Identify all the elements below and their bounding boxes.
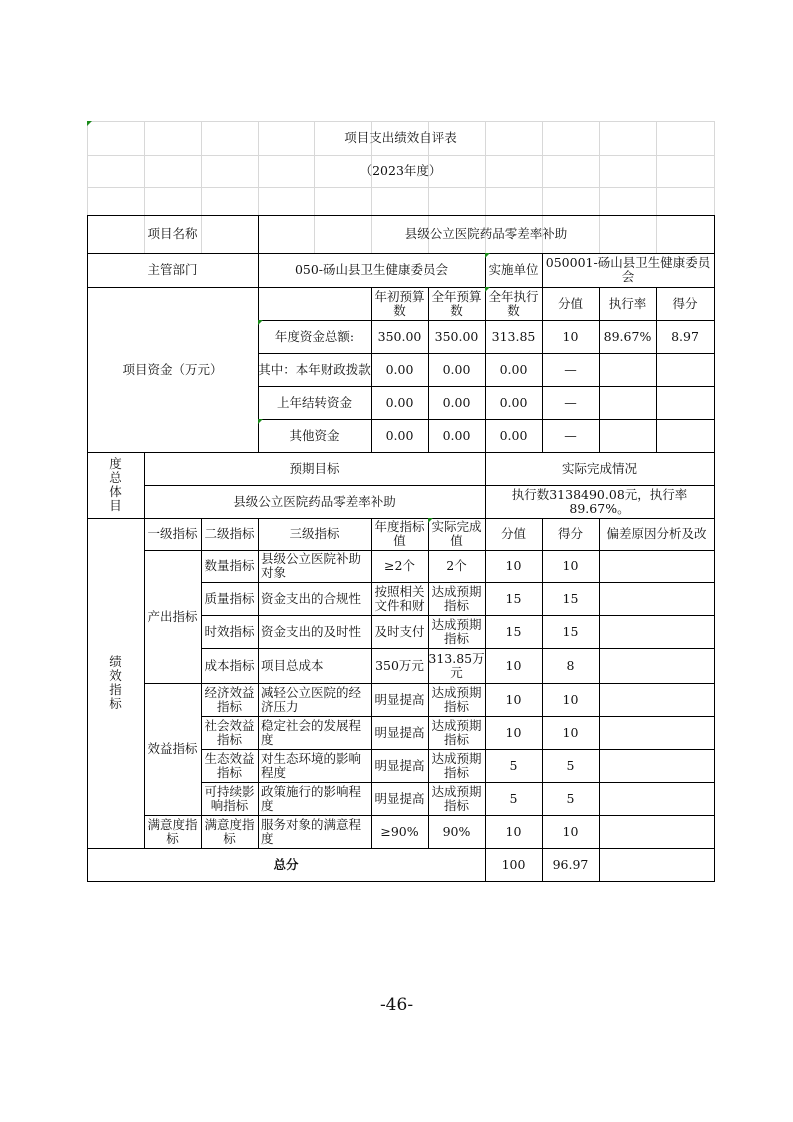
grid-line	[201, 518, 202, 849]
perf-score: 15	[505, 623, 522, 639]
perf-deviation	[599, 749, 714, 782]
total-label: 总分	[273, 856, 299, 872]
actual-result: 执行数3138490.08元，执行率89.67%。	[511, 486, 688, 516]
total-score: 100	[501, 856, 526, 872]
perf-got: 10	[562, 823, 579, 839]
funds-row-label: 其他资金	[289, 427, 340, 443]
perf-deviation	[599, 615, 714, 648]
perf-header: 年度指标值	[374, 519, 425, 548]
grid-line	[87, 253, 715, 254]
grid-line	[258, 253, 259, 288]
grid-line	[87, 287, 715, 288]
perf-target: ≥2个	[384, 558, 415, 573]
funds-row-label: 上年结转资金	[276, 394, 352, 410]
perf-level2: 社会效益指标	[204, 717, 255, 747]
perf-actual: 90%	[442, 823, 471, 839]
perf-score: 5	[509, 790, 518, 806]
expected-goal: 县级公立医院药品零差率补助	[233, 493, 396, 509]
comment-marker-icon	[485, 253, 490, 258]
grid-line	[371, 518, 372, 849]
funds-rate	[599, 353, 656, 386]
comment-marker-icon	[428, 518, 433, 523]
perf-level2: 经济效益指标	[204, 684, 255, 714]
funds-label: 项目资金（万元）	[122, 361, 223, 377]
goal-side-label: 度总体目	[109, 456, 122, 513]
funds-got: 8.97	[671, 328, 699, 344]
perf-got: 5	[566, 790, 575, 806]
funds-rate: 89.67%	[603, 328, 652, 344]
funds-row-label: 年度资金总额:	[274, 328, 355, 344]
funds-rate	[599, 386, 656, 419]
funds-row-label: 其中：本年财政拨款	[258, 361, 371, 377]
perf-target: 明显提高	[374, 757, 425, 773]
perf-target: 及时支付	[374, 623, 425, 639]
funds-budget: 350.00	[434, 328, 479, 344]
funds-header: 年初预算数	[374, 288, 425, 318]
grid-line	[144, 452, 145, 849]
perf-level2: 满意度指标	[204, 816, 255, 846]
grid-line	[144, 550, 715, 551]
grid-line	[599, 287, 600, 453]
grid-line	[87, 215, 715, 216]
perf-actual: 达成预期指标	[431, 717, 482, 747]
funds-exec: 313.85	[491, 328, 536, 344]
table-year: （2023年度）	[359, 163, 442, 178]
total-got: 96.97	[552, 856, 589, 872]
perf-got: 15	[562, 590, 579, 606]
grid-line	[485, 287, 486, 453]
perf-header: 偏差原因分析及改	[606, 526, 707, 541]
funds-got	[656, 419, 714, 452]
grid-line	[542, 848, 543, 882]
grid-line	[371, 287, 372, 453]
funds-exec: 0.00	[499, 427, 528, 443]
grid-line	[485, 452, 486, 519]
grid-line	[201, 683, 715, 684]
funds-score: —	[564, 427, 577, 443]
self-evaluation-table	[87, 121, 714, 881]
funds-score: —	[564, 394, 577, 410]
grid-line	[201, 615, 715, 616]
benefit-indicator-label: 效益指标	[147, 741, 198, 756]
grid-line	[485, 253, 486, 288]
perf-level3: 政策施行的影响程度	[261, 783, 362, 813]
grid-line	[201, 716, 715, 717]
funds-header: 全年执行数	[488, 288, 539, 318]
perf-got: 10	[562, 558, 579, 573]
perf-target: 按照相关文件和财	[374, 583, 425, 613]
grid-line	[144, 485, 715, 486]
perf-header: 三级指标	[289, 526, 340, 541]
perf-level3: 项目总成本	[261, 657, 324, 673]
perf-level3: 稳定社会的发展程度	[261, 717, 362, 747]
perf-level3: 服务对象的满意程度	[261, 816, 362, 846]
project-name-label: 项目名称	[147, 226, 198, 241]
perf-actual: 313.85万元	[428, 650, 485, 680]
comment-marker-icon	[258, 320, 263, 325]
perf-score: 15	[505, 590, 522, 606]
perf-actual: 达成预期指标	[431, 750, 482, 780]
grid-line	[87, 215, 88, 882]
grid-line	[87, 848, 715, 849]
grid-line	[144, 683, 202, 684]
grid-line	[201, 648, 715, 649]
grid-line	[258, 386, 715, 387]
dept-value: 050-砀山县卫生健康委员会	[294, 262, 449, 277]
grid-line	[428, 518, 429, 849]
perf-deviation	[599, 582, 714, 615]
project-name-value: 县级公立医院药品零差率补助	[404, 226, 568, 241]
grid-line	[656, 287, 657, 453]
perf-side-label: 绩效指标	[109, 654, 122, 711]
perf-header: 实际完成值	[431, 519, 482, 548]
funds-header: 全年预算数	[431, 288, 482, 318]
perf-got: 5	[566, 757, 575, 773]
perf-actual: 达成预期指标	[431, 684, 482, 714]
grid-line	[485, 518, 486, 849]
funds-rate	[599, 419, 656, 452]
perf-deviation	[599, 716, 714, 749]
perf-header: 二级指标	[204, 526, 255, 541]
grid-line	[485, 848, 486, 882]
perf-header: 分值	[500, 526, 526, 541]
perf-level2: 生态效益指标	[204, 750, 255, 780]
grid-line	[542, 287, 543, 453]
funds-header: 得分	[672, 295, 698, 311]
perf-level2: 质量指标	[204, 590, 255, 606]
perf-level2: 数量指标	[204, 558, 255, 573]
grid-line	[599, 848, 600, 882]
grid-line	[201, 782, 715, 783]
perf-score: 10	[505, 657, 522, 673]
impl-unit-value: 050001-砀山县卫生健康委员会	[545, 255, 711, 284]
grid-line	[599, 518, 600, 849]
perf-target: 明显提高	[374, 691, 425, 707]
grid-line	[87, 452, 715, 453]
perf-deviation	[599, 782, 714, 815]
perf-score: 10	[505, 823, 522, 839]
grid-line	[428, 287, 429, 453]
funds-header: 分值	[557, 295, 583, 311]
perf-level2: 时效指标	[204, 623, 255, 639]
perf-target: 明显提高	[374, 790, 425, 806]
grid-line	[258, 419, 715, 420]
perf-deviation	[599, 648, 714, 683]
funds-got	[656, 353, 714, 386]
impl-unit-label: 实施单位	[488, 262, 539, 277]
perf-got: 15	[562, 623, 579, 639]
perf-target: ≥90%	[380, 823, 419, 839]
dept-label: 主管部门	[147, 262, 198, 277]
perf-level3: 减轻公立医院的经济压力	[261, 684, 362, 714]
funds-init: 0.00	[385, 427, 414, 443]
grid-line	[258, 215, 259, 453]
expected-goal-header: 预期目标	[289, 460, 340, 476]
satisfaction-indicator-label: 满意度指标	[147, 816, 198, 846]
perf-actual: 2个	[446, 558, 467, 573]
grid-line	[258, 320, 715, 321]
perf-got: 10	[562, 691, 579, 707]
perf-level3: 对生态环境的影响程度	[261, 750, 362, 780]
grid-line	[87, 881, 715, 882]
page-number: -46-	[379, 995, 414, 1015]
grid-line	[201, 815, 715, 816]
perf-score: 10	[505, 691, 522, 707]
comment-marker-icon	[87, 121, 92, 126]
perf-score: 10	[505, 724, 522, 740]
funds-init: 350.00	[377, 328, 422, 344]
funds-exec: 0.00	[499, 394, 528, 410]
perf-deviation	[599, 815, 714, 848]
grid-line	[258, 518, 259, 849]
grid-line	[258, 353, 715, 354]
funds-score: —	[564, 361, 577, 377]
comment-marker-icon	[258, 419, 263, 424]
funds-score: 10	[562, 328, 579, 344]
funds-init: 0.00	[385, 394, 414, 410]
perf-deviation	[599, 683, 714, 716]
perf-actual: 达成预期指标	[431, 783, 482, 813]
perf-score: 10	[505, 558, 522, 573]
perf-deviation	[599, 550, 714, 582]
perf-level3: 资金支出的合规性	[261, 590, 362, 606]
funds-init: 0.00	[385, 361, 414, 377]
perf-header: 得分	[557, 526, 583, 541]
grid-line	[542, 518, 543, 849]
perf-level2: 成本指标	[204, 657, 255, 673]
perf-got: 10	[562, 724, 579, 740]
perf-level2: 可持续影响指标	[204, 783, 255, 813]
perf-target: 350万元	[375, 657, 424, 673]
funds-budget: 0.00	[442, 427, 471, 443]
output-indicator-label: 产出指标	[147, 608, 198, 624]
grid-line	[144, 815, 202, 816]
table-title: 项目支出绩效自评表	[344, 130, 457, 145]
grid-line	[201, 749, 715, 750]
perf-actual: 达成预期指标	[431, 616, 482, 646]
grid-line	[201, 582, 715, 583]
perf-level3: 县级公立医院补助对象	[261, 551, 362, 580]
funds-header: 执行率	[608, 295, 647, 311]
perf-target: 明显提高	[374, 724, 425, 740]
perf-score: 5	[509, 757, 518, 773]
actual-result-header: 实际完成情况	[561, 460, 637, 476]
grid-line	[87, 518, 715, 519]
comment-marker-icon	[485, 287, 490, 292]
perf-header: 一级指标	[147, 526, 198, 541]
funds-budget: 0.00	[442, 394, 471, 410]
perf-level3: 资金支出的及时性	[261, 623, 362, 639]
funds-budget: 0.00	[442, 361, 471, 377]
grid-line	[542, 253, 543, 288]
perf-got: 8	[566, 657, 575, 673]
perf-actual: 达成预期指标	[431, 583, 482, 613]
funds-exec: 0.00	[499, 361, 528, 377]
funds-got	[656, 386, 714, 419]
